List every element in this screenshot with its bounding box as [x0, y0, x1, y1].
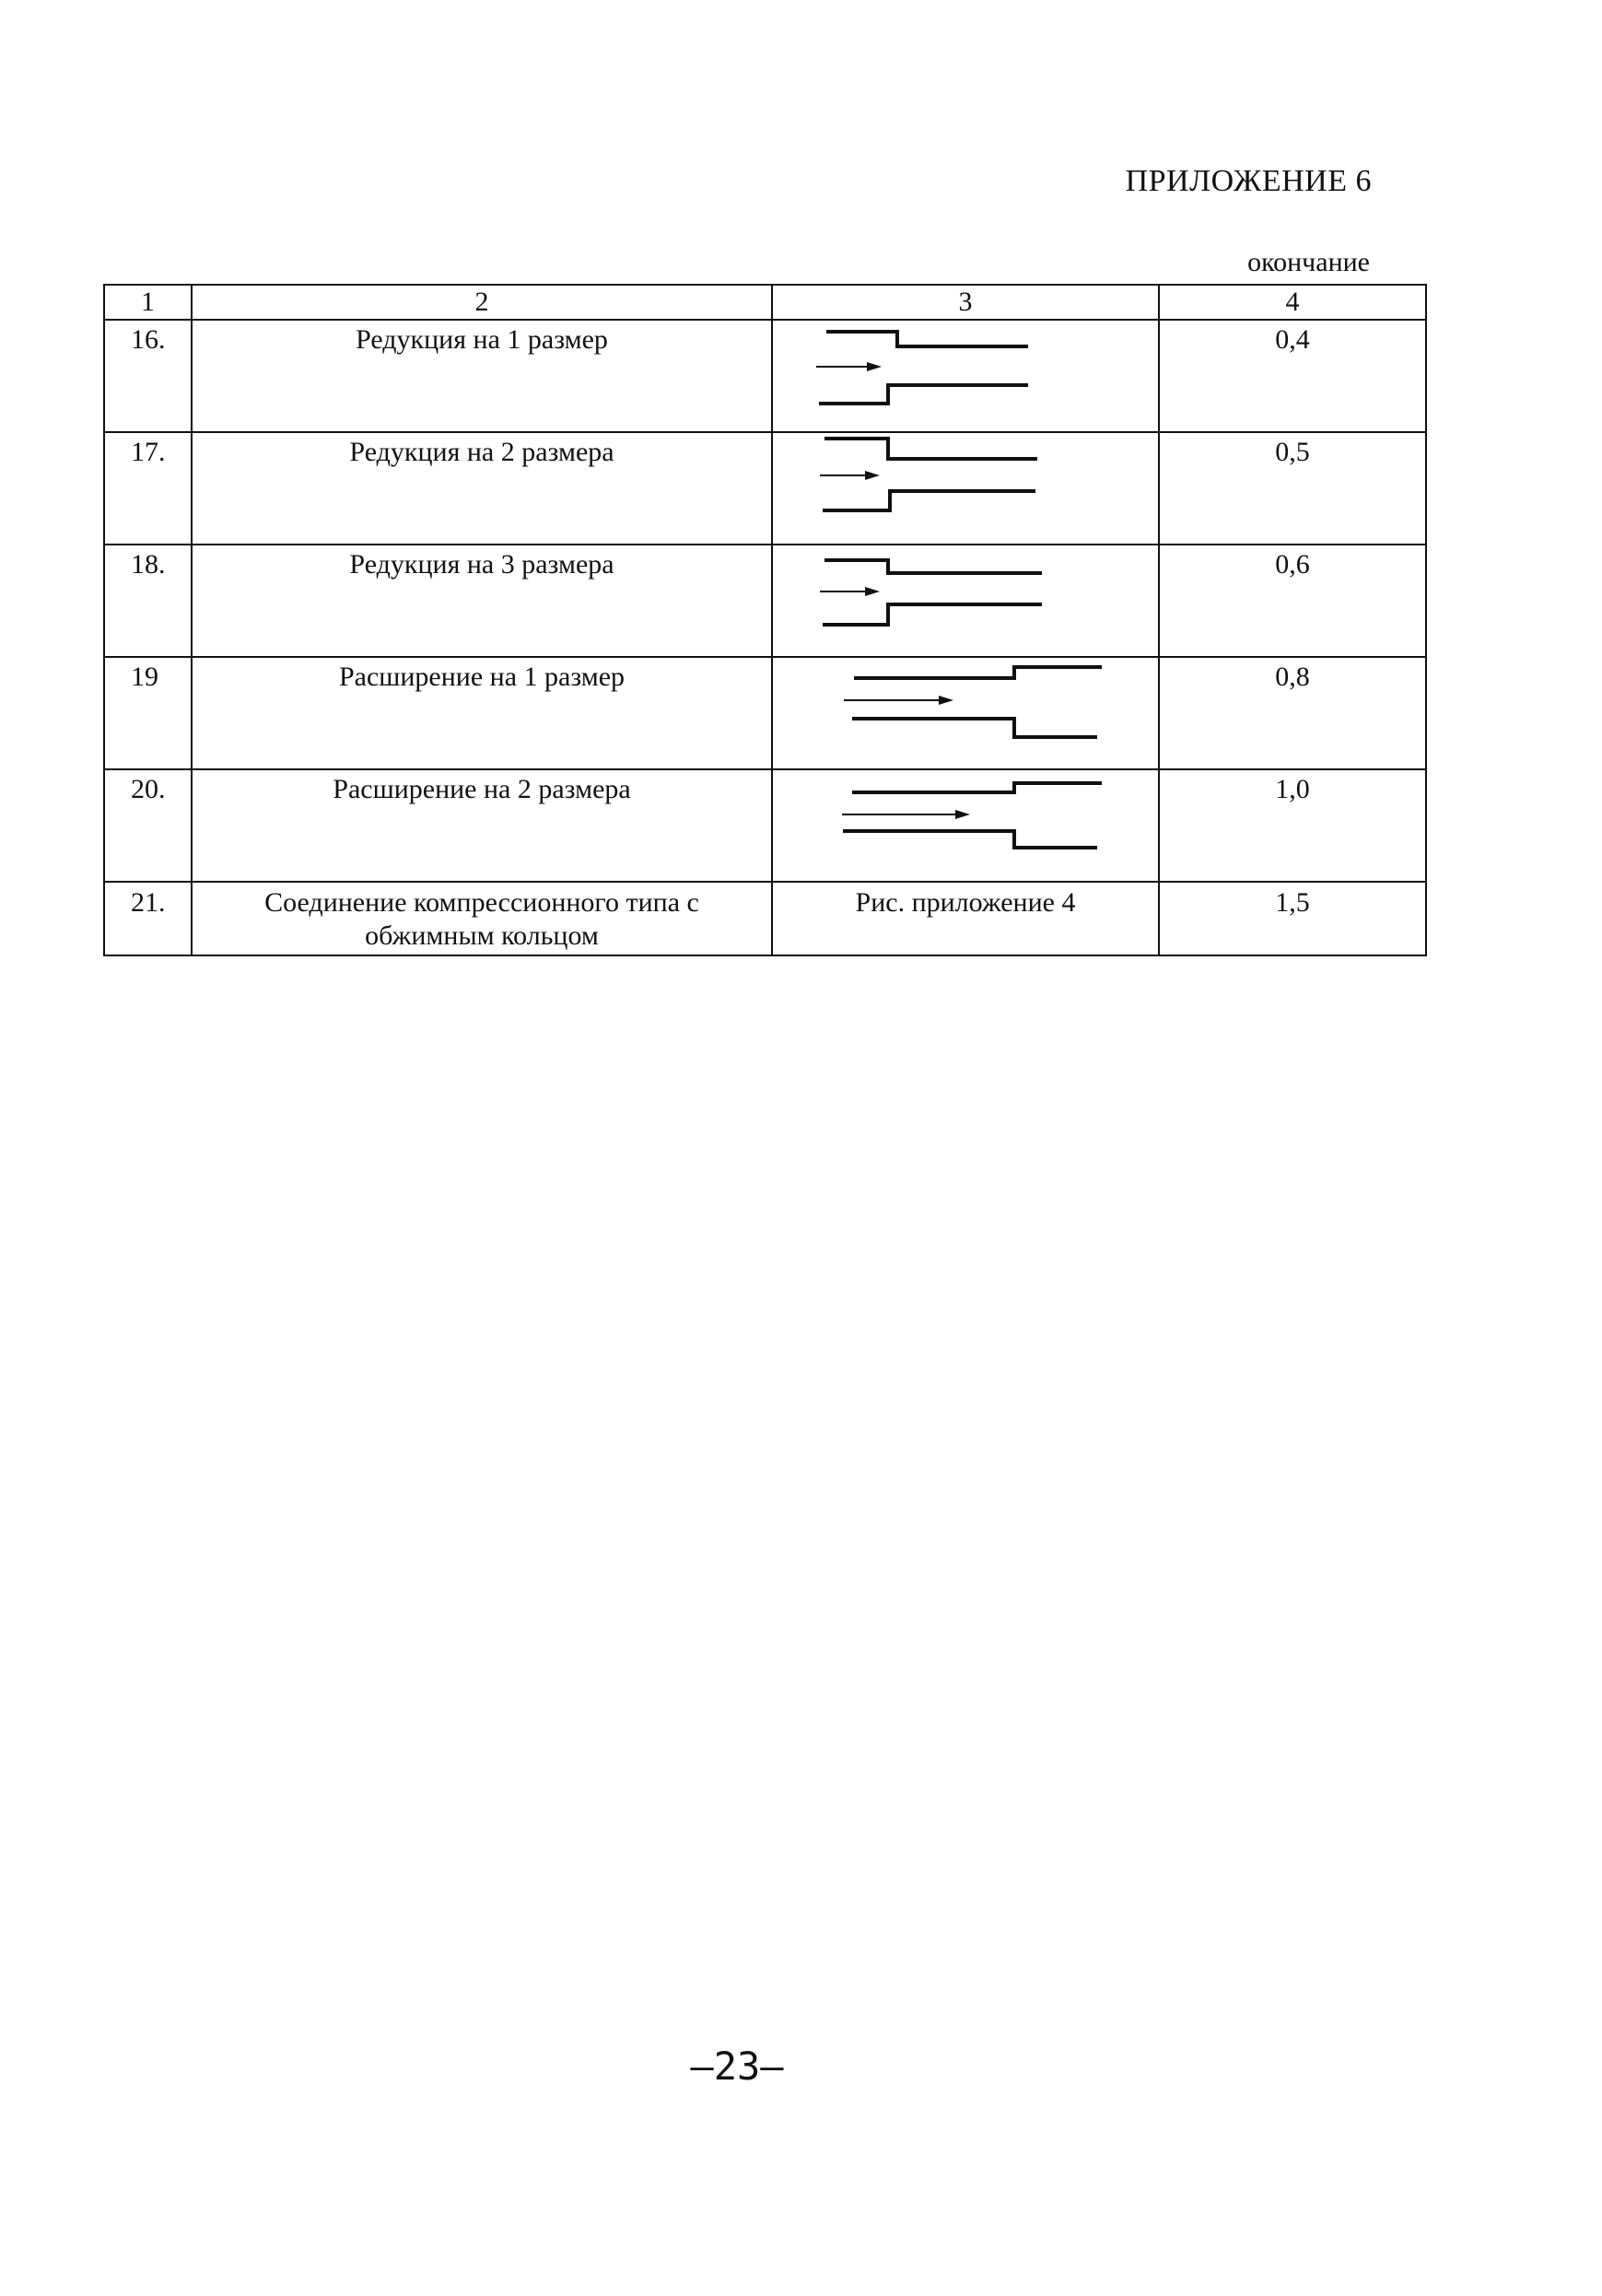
table-row: [104, 545, 1426, 657]
row-number: 17.: [104, 432, 192, 545]
reduction-2-sizes-diagram: [772, 432, 1159, 545]
row-name: Соединение компрессионного типа с обжимным кольцом: [192, 882, 772, 955]
reduction-3-sizes-diagram: [772, 545, 1159, 657]
table-row: [104, 432, 1426, 545]
expansion-1-size-diagram: [772, 657, 1159, 769]
row-name: Редукция на 3 размера: [192, 545, 772, 657]
row-name: Редукция на 1 размер: [192, 320, 772, 432]
expansion-pipe-icon: [773, 770, 1160, 879]
reduction-pipe-icon: [773, 545, 1160, 654]
row-number: 19: [104, 657, 192, 769]
table-row: [104, 657, 1426, 769]
table-row: [104, 769, 1426, 882]
column-number-4: 4: [1159, 285, 1426, 320]
row-value: 0,8: [1159, 657, 1426, 769]
row-number: 18.: [104, 545, 192, 657]
row-value: 0,5: [1159, 432, 1426, 545]
row-name: Расширение на 1 размер: [192, 657, 772, 769]
row-name: Расширение на 2 размера: [192, 769, 772, 882]
row-figure-reference: Рис. приложение 4: [772, 882, 1159, 955]
row-number: 21.: [104, 882, 192, 955]
row-value: 0,6: [1159, 545, 1426, 657]
table-row: [104, 320, 1426, 432]
column-number-3: 3: [772, 285, 1159, 320]
page-number: –23–: [690, 2044, 784, 2089]
row-number: 16.: [104, 320, 192, 432]
continuation-note: окончание: [1247, 247, 1370, 277]
reduction-1-size-diagram: [772, 320, 1159, 432]
column-number-1: 1: [104, 285, 192, 320]
row-value: 1,0: [1159, 769, 1426, 882]
norms-table: [103, 284, 1427, 956]
column-number-row: [104, 285, 1426, 320]
row-value: 0,4: [1159, 320, 1426, 432]
reduction-pipe-icon: [773, 433, 1160, 542]
column-number-2: 2: [192, 285, 772, 320]
expansion-2-sizes-diagram: [772, 769, 1159, 882]
expansion-pipe-icon: [773, 658, 1160, 767]
appendix-title: ПРИЛОЖЕНИЕ 6: [1125, 164, 1372, 198]
row-name: Редукция на 2 размера: [192, 432, 772, 545]
reduction-pipe-icon: [773, 321, 1160, 429]
row-value: 1,5: [1159, 882, 1426, 955]
row-number: 20.: [104, 769, 192, 882]
table-row: [104, 882, 1426, 955]
